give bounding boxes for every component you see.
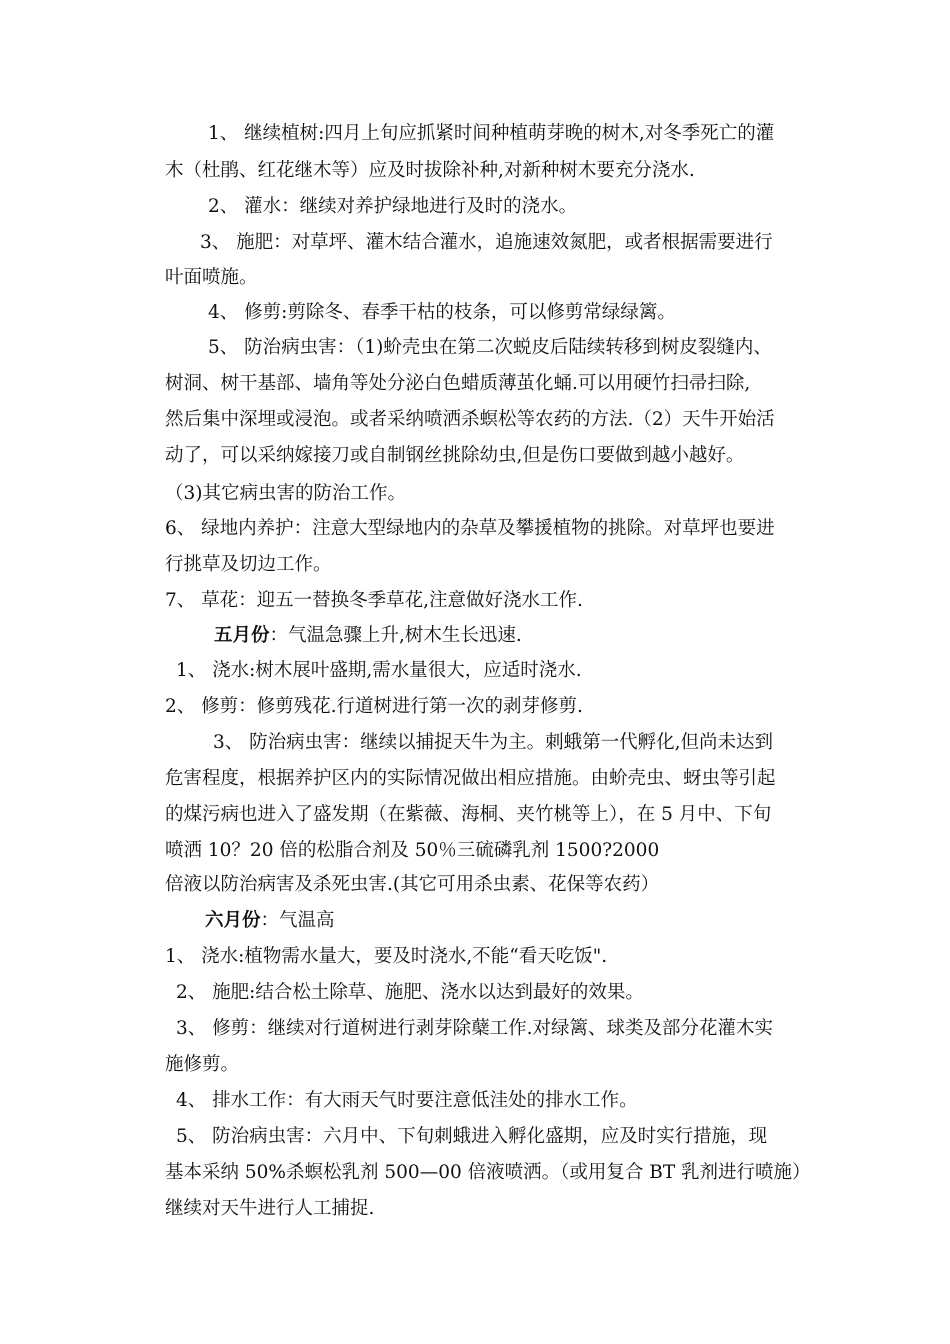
april-item-4: 4、 修剪:剪除冬、春季干枯的枝条，可以修剪常绿绿篱。 (208, 302, 676, 323)
june-heading-label: 六月份 (205, 910, 261, 931)
may-heading-label: 五月份 (214, 625, 270, 646)
may-heading (214, 620, 864, 652)
june-item-1: 1、 浇水:植物需水量大，要及时浇水,不能“看天吃饭". (165, 946, 608, 967)
june-item-2: 2、 施肥:结合松土除草、施肥、浇水以达到最好的效果。 (176, 982, 644, 1003)
april-item-5-line-1: 5、 防治病虫害：（1)蚧壳虫在第二次蜕皮后陆续转移到树皮裂缝内、 (208, 337, 772, 358)
april-item-1-line-1: 1、 继续植树:四月上旬应抓紧时间种植萌芽晚的树木,对冬季死亡的灌 (208, 123, 775, 144)
april-item-3-line-2: 叶面喷施。 (165, 267, 258, 288)
may-item-3-line-2: 危害程度，根据养护区内的实际情况做出相应措施。由蚧壳虫、蚜虫等引起 (165, 768, 776, 789)
april-item-5-line-5: （3)其它病虫害的防治工作。 (165, 483, 406, 504)
may-item-3-line-1: 3、 防治病虫害：继续以捕捉天牛为主。刺蛾第一代孵化,但尚未达到 (213, 732, 774, 753)
april-item-2: 2、 灌水：继续对养护绿地进行及时的浇水。 (208, 196, 578, 217)
may-item-1: 1、 浇水:树木展叶盛期,需水量很大，应适时浇水. (176, 660, 582, 681)
may-item-3-line-5: 倍液以防治病害及杀死虫害.(其它可用杀虫素、花保等农药） (165, 874, 660, 895)
may-item-3-line-4: 喷洒 10？20 倍的松脂合剂及 50％三硫磷乳剂 1500?2000 (165, 840, 660, 861)
april-item-7: 7、 草花：迎五一替换冬季草花,注意做好浇水工作. (165, 590, 583, 611)
april-item-5-line-2: 树洞、树干基部、墙角等处分泌白色蜡质薄茧化蛹.可以用硬竹扫帚扫除, (165, 373, 751, 394)
june-item-3-line-1: 3、 修剪：继续对行道树进行剥芽除蘖工作.对绿篱、球类及部分花灌木实 (176, 1018, 774, 1039)
may-heading-text: ：气温急骤上升,树木生长迅速. (269, 625, 522, 646)
june-heading (205, 905, 855, 937)
april-item-1-line-2: 木（杜鹃、红花继木等）应及时拔除补种,对新种树木要充分浇水. (165, 160, 695, 181)
april-item-6-line-2: 行挑草及切边工作。 (165, 554, 332, 575)
june-item-5-line-3: 继续对天牛进行人工捕捉. (165, 1198, 375, 1219)
may-item-3-line-3: 的煤污病也进入了盛发期（在紫薇、海桐、夹竹桃等上），在 5 月中、下旬 (165, 804, 772, 825)
june-heading-text: ：气温高 (260, 910, 335, 931)
june-item-5-line-1: 5、 防治病虫害：六月中、下旬刺蛾进入孵化盛期，应及时实行措施，现 (176, 1126, 768, 1147)
june-item-4: 4、 排水工作：有大雨天气时要注意低洼处的排水工作。 (176, 1090, 638, 1111)
june-item-5-line-2: 基本采纳 50%杀螟松乳剂 500—00 倍液喷洒。（或用复合 BT 乳剂进行喷施） (165, 1162, 811, 1183)
april-item-6-line-1: 6、 绿地内养护：注意大型绿地内的杂草及攀援植物的挑除。对草坪也要进 (165, 518, 775, 539)
april-item-5-line-3: 然后集中深埋或浸泡。或者采纳喷洒杀螟松等农药的方法.（2）天牛开始活 (165, 409, 775, 430)
june-item-3-line-2: 施修剪。 (165, 1054, 240, 1075)
may-item-2: 2、 修剪：修剪残花.行道树进行第一次的剥芽修剪. (165, 696, 583, 717)
april-item-3-line-1: 3、 施肥：对草坪、灌木结合灌水，追施速效氮肥，或者根据需要进行 (200, 232, 773, 253)
april-item-5-line-4: 动了，可以采纳嫁接刀或自制钢丝挑除幼虫,但是伤口要做到越小越好。 (165, 445, 745, 466)
